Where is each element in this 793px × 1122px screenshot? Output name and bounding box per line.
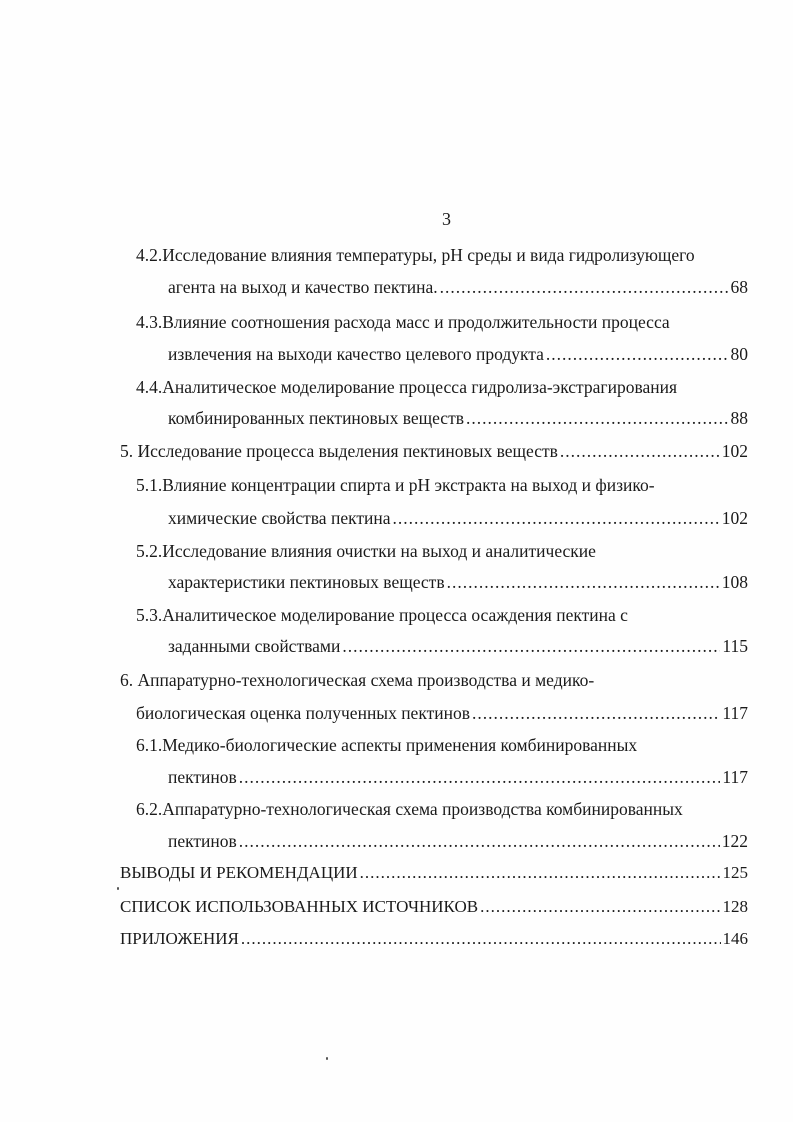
toc-entry-5-2-line1: 5.2.Исследование влияния очистки на выход и аналитические bbox=[136, 541, 596, 561]
scan-speck bbox=[326, 1057, 328, 1060]
toc-entry-5-1-line1: 5.1.Влияние концентрации спирта и рН экстракта на выход и физико- bbox=[136, 475, 655, 495]
toc-page-ref: 122 bbox=[721, 831, 748, 851]
toc-entry-6-line1: 6. Аппаратурно-технологическая схема производства и медико- bbox=[120, 670, 595, 690]
toc-entry-6-1-line2: пектинов ..... 117 bbox=[168, 766, 748, 788]
toc-page-ref: 102 bbox=[721, 441, 748, 461]
toc-entry-5-3-line1: 5.3.Аналитическое моделирование процесса осаждения пектина с bbox=[136, 605, 628, 625]
toc-page-ref: 102 bbox=[721, 508, 748, 528]
toc-entry-conclusions: ВЫВОДЫ И РЕКОМЕНДАЦИИ ..... 125 bbox=[120, 862, 748, 884]
toc-entry-4-2-line2: агента на выход и качество пектина. ..... 68 bbox=[168, 276, 748, 298]
toc-entry-appendices: ПРИЛОЖЕНИЯ ..... 146 bbox=[120, 928, 748, 950]
toc-entry-4-3-line2: извлечения на выходи качество целевого продукта ..... 80 bbox=[168, 343, 748, 365]
toc-entry-6-2-line2: пектинов ..... 122 bbox=[168, 830, 748, 852]
toc-page-ref: 146 bbox=[722, 929, 748, 948]
page-number: 3 bbox=[442, 209, 451, 229]
toc-entry-4-4-line1: 4.4.Аналитическое моделирование процесса гидролиза-экстрагирования bbox=[136, 377, 678, 397]
toc-page-ref: 115 bbox=[722, 636, 748, 656]
toc-page-ref: 88 bbox=[730, 408, 748, 428]
toc-entry-5: 5. Исследование процесса выделения пектиновых веществ ..... 102 bbox=[120, 440, 748, 462]
toc-entry-4-2-line1: 4.2.Исследование влияния температуры, рН среды и вида гидролизующего bbox=[136, 245, 695, 265]
toc-page-ref: 117 bbox=[722, 767, 748, 787]
toc-entry-4-4-line2: комбинированных пектиновых веществ ..... 88 bbox=[168, 407, 748, 429]
toc-entry-5-3-line2: заданными свойствами ..... 115 bbox=[168, 635, 748, 657]
toc-page-ref: 128 bbox=[722, 897, 748, 916]
toc-entry-4-3-line1: 4.3.Влияние соотношения расхода масс и продолжительности процесса bbox=[136, 312, 670, 332]
toc-page-ref: 125 bbox=[722, 863, 748, 882]
toc-entry-5-2-line2: характеристики пектиновых веществ ..... 108 bbox=[168, 571, 748, 593]
toc-page-ref: 117 bbox=[722, 703, 748, 723]
scan-speck bbox=[117, 887, 119, 890]
toc-page-ref: 68 bbox=[730, 277, 748, 297]
toc-entry-6-line2: биологическая оценка полученных пектинов ..... 117 bbox=[136, 702, 748, 724]
toc-page-ref: 80 bbox=[730, 344, 748, 364]
toc-page-ref: 108 bbox=[721, 572, 748, 592]
toc-entry-references: СПИСОК ИСПОЛЬЗОВАННЫХ ИСТОЧНИКОВ ..... 128 bbox=[120, 896, 748, 918]
toc-entry-6-2-line1: 6.2.Аппаратурно-технологическая схема производства комбинированных bbox=[136, 799, 683, 819]
toc-entry-6-1-line1: 6.1.Медико-биологические аспекты применения комбинированных bbox=[136, 735, 638, 755]
toc-entry-5-1-line2: химические свойства пектина ..... 102 bbox=[168, 507, 748, 529]
